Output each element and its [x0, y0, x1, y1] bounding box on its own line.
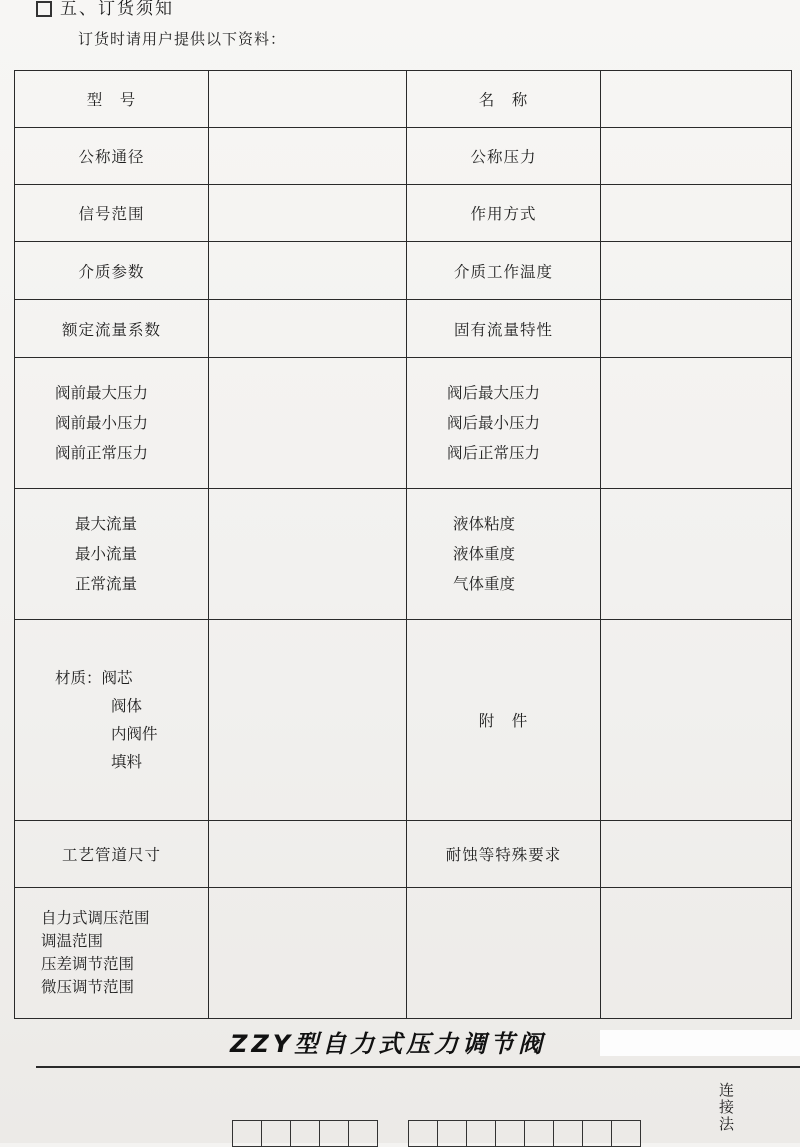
table-row — [15, 888, 792, 1019]
label-downstream-normal-pressure: 阀后正常压力 — [447, 444, 541, 462]
label-action-mode: 作用方式 — [407, 185, 601, 242]
field-flow-rates[interactable] — [209, 489, 407, 620]
label-flow-rates — [15, 489, 209, 620]
label-downstream-max-pressure: 阀后最大压力 — [447, 384, 541, 402]
label-nominal-diameter: 公称通径 — [15, 128, 209, 185]
footer-title: ZZY型自力式压力调节阀 — [230, 1030, 547, 1058]
instruction-text: 订货时请用户提供以下资料： — [78, 30, 287, 48]
label-material-trim: 内阀件 — [111, 725, 158, 743]
label-liquid-viscosity: 液体粘度 — [453, 515, 516, 533]
label-inherent-flow-characteristic: 固有流量特性 — [407, 300, 601, 358]
label-max-flow: 最大流量 — [75, 515, 138, 533]
table-row — [15, 300, 792, 358]
footer-rule — [36, 1066, 800, 1068]
field-action-mode[interactable] — [601, 185, 792, 242]
label-model: 型 号 — [15, 71, 209, 128]
field-upstream-pressures[interactable] — [209, 358, 407, 489]
label-pipe-size: 工艺管道尺寸 — [15, 821, 209, 888]
label-differential-pressure-range: 压差调节范围 — [41, 955, 135, 973]
label-material-body: 阀体 — [111, 697, 143, 715]
table-row — [15, 358, 792, 489]
table-row — [15, 821, 792, 888]
table-row — [15, 242, 792, 300]
bottom-label: 连接法 — [717, 1082, 735, 1133]
field-fluid-properties[interactable] — [601, 489, 792, 620]
order-form-table — [14, 70, 792, 1019]
label-medium-temperature: 介质工作温度 — [407, 242, 601, 300]
label-upstream-max-pressure: 阀前最大压力 — [55, 384, 149, 402]
section-heading — [36, 0, 174, 19]
field-nominal-diameter[interactable] — [209, 128, 407, 185]
field-inherent-flow-characteristic[interactable] — [601, 300, 792, 358]
table-row — [15, 71, 792, 128]
label-pressure-regulation-range: 自力式调压范围 — [41, 909, 150, 927]
label-special-requirements: 耐蚀等特殊要求 — [407, 821, 601, 888]
section-heading-text: 五、订货须知 — [60, 0, 174, 19]
label-control-ranges — [15, 888, 209, 1019]
table-row — [15, 185, 792, 242]
label-downstream-pressures — [407, 358, 601, 489]
label-upstream-min-pressure: 阀前最小压力 — [55, 414, 149, 432]
label-materials — [15, 620, 209, 821]
field-accessories[interactable] — [601, 620, 792, 821]
field-downstream-pressures[interactable] — [601, 358, 792, 489]
label-medium-params: 介质参数 — [15, 242, 209, 300]
label-normal-flow: 正常流量 — [75, 575, 138, 593]
field-control-ranges[interactable] — [209, 888, 407, 1019]
label-fluid-properties — [407, 489, 601, 620]
footer-bar — [600, 1030, 800, 1056]
field-extra-right[interactable] — [601, 888, 792, 1019]
label-material-packing: 填料 — [111, 753, 143, 771]
table-row — [15, 128, 792, 185]
field-pipe-size[interactable] — [209, 821, 407, 888]
label-nominal-pressure: 公称压力 — [407, 128, 601, 185]
label-name: 名 称 — [407, 71, 601, 128]
field-name[interactable] — [601, 71, 792, 128]
label-material-plug: 材质：阀芯 — [55, 669, 133, 687]
field-medium-params[interactable] — [209, 242, 407, 300]
label-signal-range: 信号范围 — [15, 185, 209, 242]
label-accessories: 附 件 — [407, 620, 601, 821]
label-rated-flow-coefficient: 额定流量系数 — [15, 300, 209, 358]
table-row — [15, 489, 792, 620]
checkbox-icon — [36, 1, 52, 17]
table-row — [15, 620, 792, 821]
field-extra-left[interactable] — [407, 888, 601, 1019]
label-liquid-density: 液体重度 — [453, 545, 516, 563]
field-rated-flow-coefficient[interactable] — [209, 300, 407, 358]
field-special-requirements[interactable] — [601, 821, 792, 888]
field-signal-range[interactable] — [209, 185, 407, 242]
label-downstream-min-pressure: 阀后最小压力 — [447, 414, 541, 432]
label-gas-density: 气体重度 — [453, 575, 516, 593]
label-upstream-pressures — [15, 358, 209, 489]
field-model[interactable] — [209, 71, 407, 128]
label-upstream-normal-pressure: 阀前正常压力 — [55, 444, 149, 462]
label-min-flow: 最小流量 — [75, 545, 138, 563]
label-temperature-range: 调温范围 — [41, 932, 104, 950]
field-materials[interactable] — [209, 620, 407, 821]
field-nominal-pressure[interactable] — [601, 128, 792, 185]
label-micro-pressure-range: 微压调节范围 — [41, 978, 135, 996]
field-medium-temperature[interactable] — [601, 242, 792, 300]
